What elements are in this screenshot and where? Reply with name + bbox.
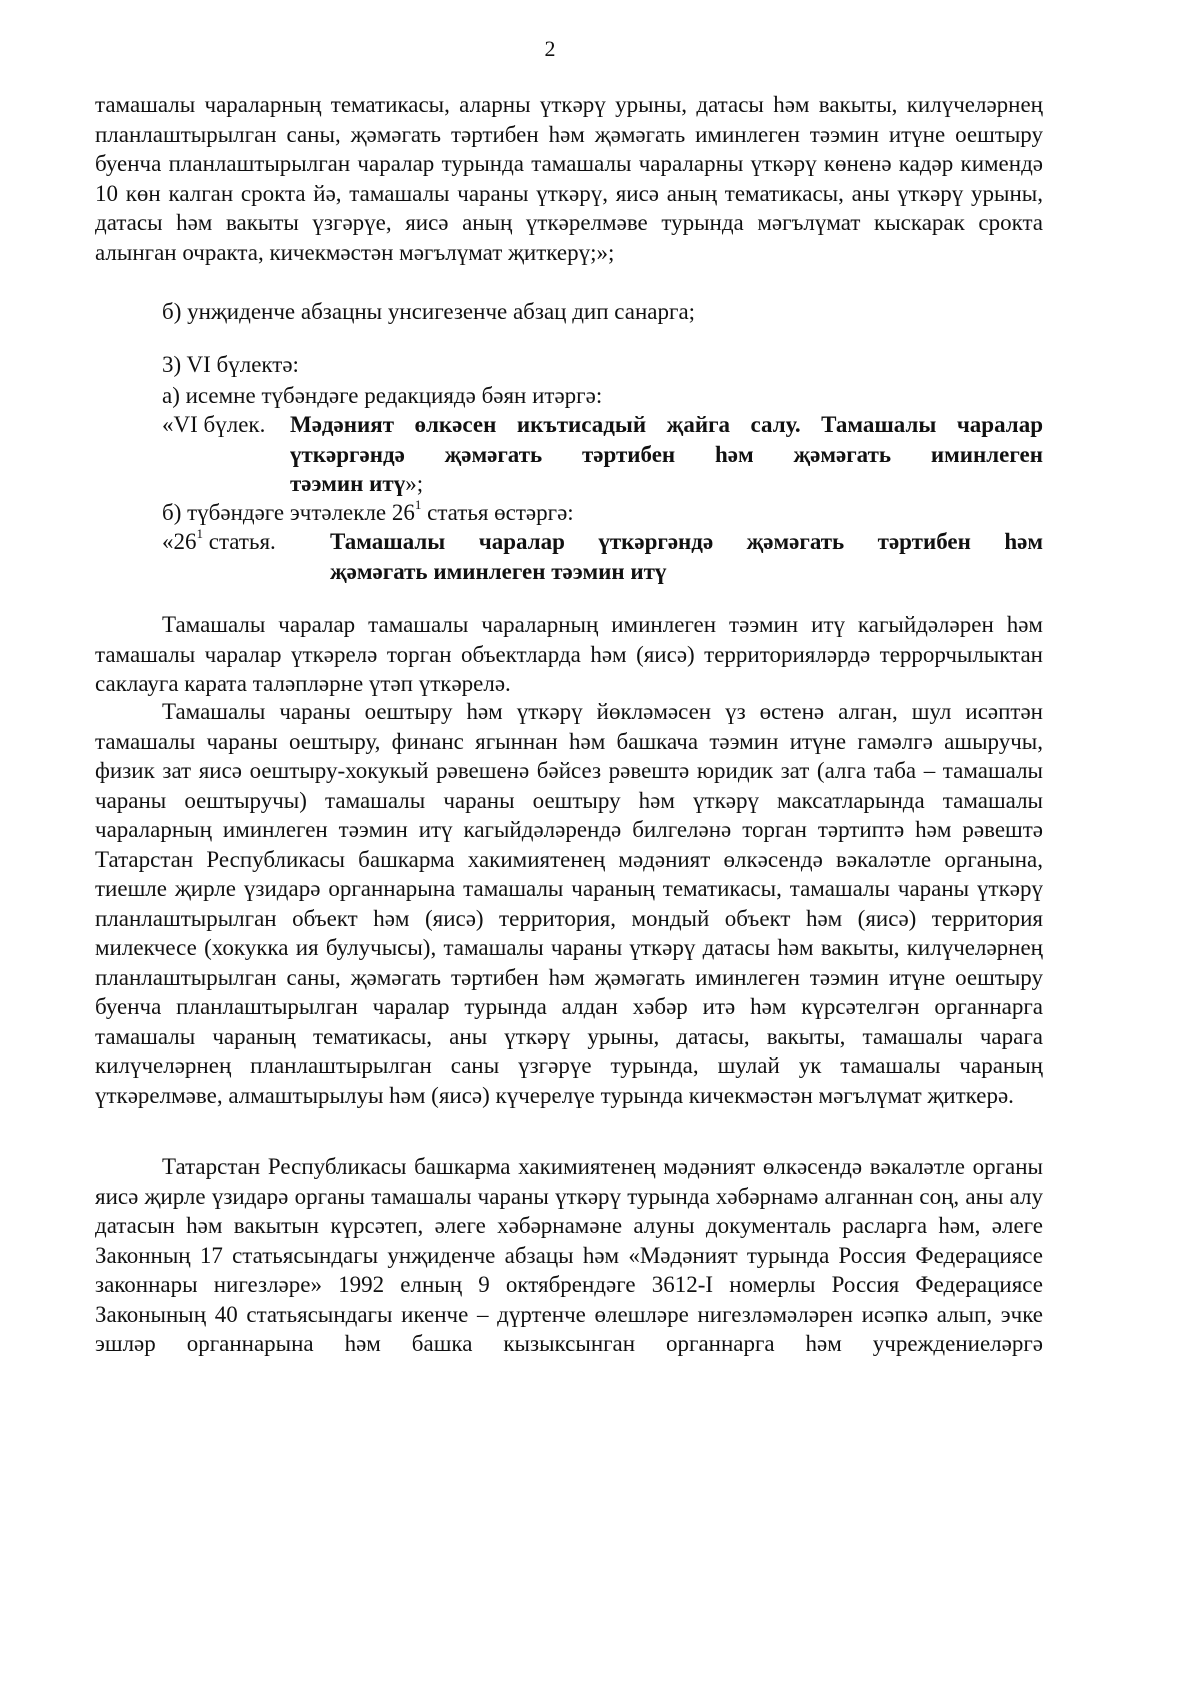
article-heading-line-2: җәмәгать иминлеген тәэмин итү xyxy=(330,558,667,584)
page-number: 2 xyxy=(544,36,556,61)
section-heading-continuation xyxy=(95,440,1043,499)
paragraph-top-text: тамашалы чараларның тематикасы, аларны үткәрү урыны, датасы һәм вакыты, килүчеләрнең планлаштырылган саны, җәмәгать тәртибен һәм җәмәгать иминлеген тәэмин итүне оештыру буенча планлаштырылган чаралар турында тамашалы чараларны үткәрү көненә кадәр кимендә 10 көн калган срокта йә, тамашалы чараны үткәрү, яисә аның тематикасы, аны үткәрү урыны, датасы һәм вакыты үзгәрүе, яисә аның үткәрелмәве турында мәгълүмат кыскарак срокта алынган очракта, кичекмәстән мәгълүмат җиткерү;»; xyxy=(95,92,1043,265)
paragraph-1 xyxy=(95,610,1043,699)
article-heading-number: «26 xyxy=(162,529,197,554)
section-heading-close: »; xyxy=(405,471,424,496)
section-heading-line-2: үткәргәндә җәмәгать тәртибен һәм җәмәгать иминлеген xyxy=(290,441,1043,467)
item-a-rename xyxy=(95,381,1043,411)
paragraph-3-text: Татарстан Республикасы башкарма хакимиятенең мәдәният өлкәсендә вәкаләтле органы яисә җирле үзидарә органы тамашалы чараны үткәрү турында хәбәрнамә алганнан соң, аны алу датасын һәм вакытын күрсәтеп, әлеге хәбәрнамәне алуны документаль расларга һәм, әлеге Законның 17 статьясындагы унҗиденче абзацы һәм «Мәдәният турында Россия Федерациясе законнары нигезләре» 1992 елның 9 октябрендәге 3612-I номерлы Россия Федерациясе Законының 40 статьясындагы икенче – дүртенче өлешләре нигезләмәләрен исәпкә алып, эчке эшләр органнарына һәм башка кызыксынган органнарга һәм учреждениеләргә xyxy=(95,1154,1043,1356)
item-a-text: а) исемне түбәндәге редакциядә бәян итәргә: xyxy=(162,383,603,408)
article-heading-line-1: Тамашалы чаралар үткәргәндә җәмәгать тәртибен һәм xyxy=(330,529,1043,554)
section-heading-line-1: Мәдәният өлкәсен икътисадый җайга салу. Тамашалы чаралар xyxy=(290,412,1043,437)
item-b-renumber xyxy=(95,297,1043,327)
article-heading-sup: 1 xyxy=(196,526,203,542)
paragraph-top xyxy=(95,90,1043,267)
article-heading-word: статья. xyxy=(203,529,276,554)
paragraph-1-text: Тамашалы чаралар тамашалы чараларның иминлеген тәэмин итү кагыйдәләрен һәм тамашалы чаралар үткәрелә торган объектларда һәм (яисә) территорияләрдә террорчылыктан саклауга карата таләпләрне үтәп үткәрелә. xyxy=(95,612,1043,696)
item-b-add-article-tail: статья өстәргә: xyxy=(421,500,574,525)
item-b-renumber-text: б) унҗиденче абзацны унсигезенче абзац дип санарга; xyxy=(162,299,696,324)
paragraph-2 xyxy=(95,697,1043,1110)
article-heading-row xyxy=(95,527,1043,557)
section-heading-line-3: тәэмин итү xyxy=(290,471,406,496)
item-3-section-vi xyxy=(95,350,1043,380)
item-b-add-article xyxy=(95,498,1043,528)
section-heading-row xyxy=(95,410,1043,440)
article-heading xyxy=(95,527,1043,586)
article-heading-continuation xyxy=(95,557,1043,587)
item-b-add-article-text xyxy=(95,498,1043,528)
paragraph-3 xyxy=(95,1152,1043,1359)
paragraph-2-text: Тамашалы чараны оештыру һәм үткәрү йөкләмәсен үз өстенә алган, шул исәптән тамашалы чараны оештыру, финанс ягыннан һәм башкача тәэмин итүне гамәлгә ашыручы, физик зат яисә оештыру-хокукый рәвешенә бәйсез рәвештә юридик зат (алга таба – тамашалы чараны оештыручы) тамашалы чараны оештыру һәм үткәрү максатларында тамашалы чараларның иминлеген тәэмин итү кагыйдәләрендә билгеләнә торган тәртиптә һәм рәвештә Татарстан Республикасы башкарма хакимиятенең мәдәният өлкәсендә вәкаләтле органына, тиешле җирле үзидарә органнарына тамашалы чараның тематикасы, тамашалы чараны үткәрү планлаштырылган объект һәм (яисә) территория, мондый объект һәм (яисә) территория милекчесе (хокукка ия булучысы), тамашалы чараны үткәрү датасы һәм вакыты, килүчеләрнең планлаштырылган саны, җәмәгать тәртибен һәм җәмәгать иминлеген тәэмин итүне оештыру буенча планлаштырылган чаралар турында алдан хәбәр итә һәм күрсәтелгән органнарга тамашалы чараның тематикасы, аны үткәрү урыны, датасы, вакыты, тамашалы чарага килүчеләрнең планлаштырылган саны үзгәрүе турында, шулай ук тамашалы чараның үткәрелмәве, алмаштырылуы һәм (яисә) күчерелүе турында кичекмәстән мәгълүмат җиткерә. xyxy=(95,699,1043,1108)
section-heading xyxy=(95,410,1043,499)
item-3-text: 3) VI бүлектә: xyxy=(162,352,299,377)
section-heading-title xyxy=(290,410,1043,440)
article-heading-lead xyxy=(162,527,330,557)
item-b-add-article-sup: 1 xyxy=(414,497,422,513)
section-heading-lead: «VI бүлек. xyxy=(162,412,266,437)
item-b-add-article-main: б) түбәндәге эчтәлекле 26 xyxy=(162,500,415,525)
